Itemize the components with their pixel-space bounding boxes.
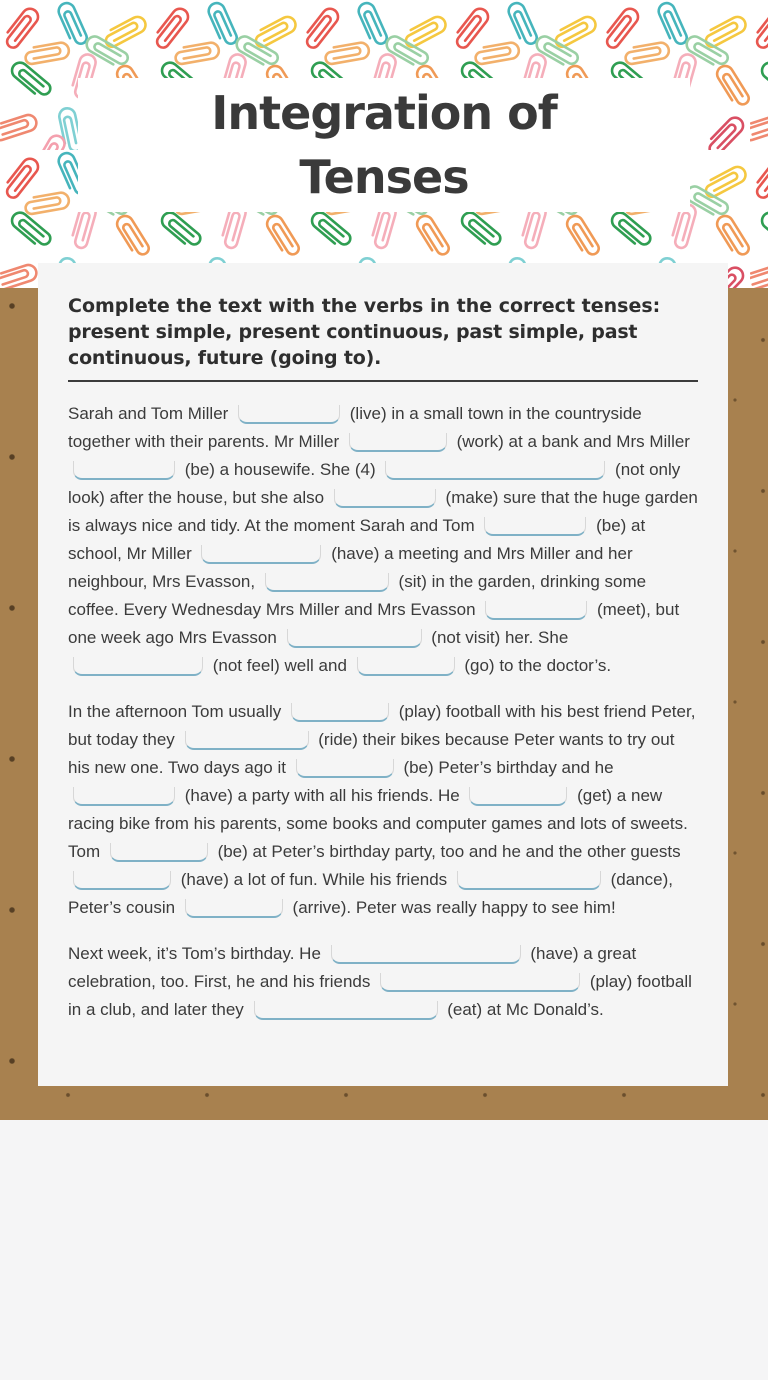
answer-blank[interactable] — [385, 461, 605, 480]
answer-blank[interactable] — [380, 973, 580, 992]
answer-blank[interactable] — [484, 517, 586, 536]
answer-blank[interactable] — [357, 657, 455, 676]
answer-blank[interactable] — [73, 787, 175, 806]
answer-blank[interactable] — [469, 787, 567, 806]
answer-blank[interactable] — [296, 759, 394, 778]
answer-blank[interactable] — [201, 545, 321, 564]
instructions-lead: Complete the text with the verbs in the correct tenses: — [68, 295, 661, 317]
answer-blank[interactable] — [457, 871, 601, 890]
worksheet-paragraph: In the afternoon Tom usually (play) football with his best friend Peter, but today they (ride) their bikes because Peter wants to try out his new one. Two days ago it (be) Peter’s birthday and he (have) a party with all his friends. He (get) a new racing bike from his parents, some books and computer games and lots of sweets. Tom (be) at Peter’s birthday party, too and he and the other guests (have) a lot of fun. While his friends (dance), Peter’s cousin (arrive). Peter was really happy to see him! — [68, 702, 696, 917]
divider-line — [68, 380, 698, 382]
answer-blank[interactable] — [331, 945, 521, 964]
answer-blank[interactable] — [73, 657, 203, 676]
header-banner — [0, 0, 768, 288]
answer-blank[interactable] — [254, 1001, 438, 1020]
title-box — [78, 78, 690, 212]
worksheet-paragraph: Next week, it’s Tom’s birthday. He (have) a great celebration, too. First, he and his friends (play) football in a club, and later they (eat) at Mc Donald’s. — [68, 944, 692, 1019]
answer-blank[interactable] — [110, 843, 208, 862]
answer-blank[interactable] — [334, 489, 436, 508]
worksheet-body — [68, 400, 698, 1024]
answer-blank[interactable] — [349, 433, 447, 452]
instructions-heading — [68, 293, 698, 371]
answer-blank[interactable] — [73, 461, 175, 480]
answer-blank[interactable] — [485, 601, 587, 620]
answer-blank[interactable] — [73, 871, 171, 890]
answer-blank[interactable] — [185, 899, 283, 918]
answer-blank[interactable] — [265, 573, 389, 592]
instructions-tense-list: present simple, present continuous, past simple, past continuous, future (going to). — [68, 321, 638, 369]
answer-blank[interactable] — [287, 629, 422, 648]
worksheet-paragraph: Sarah and Tom Miller (live) in a small town in the countryside together with their parents. Mr Miller (work) at a bank and Mrs Miller (be) a housewife. She (4) (not only look) after the house, but she also (make) sure that the huge garden is always nice and tidy. At the moment Sarah and Tom (be) at school, Mr Miller (have) a meeting and Mrs Miller and her neighbour, Mrs Evasson, (sit) in the garden, drinking some coffee. Every Wednesday Mrs Miller and Mrs Evasson (meet), but one week ago Mrs Evasson (not visit) her. She (not feel) well and (go) to the doctor’s. — [68, 404, 698, 675]
answer-blank[interactable] — [291, 703, 389, 722]
answer-blank[interactable] — [185, 731, 309, 750]
worksheet-card — [38, 263, 728, 1086]
answer-blank[interactable] — [238, 405, 340, 424]
page-title-line-2: Tenses — [299, 150, 469, 204]
page-title-line-1: Integration of — [211, 86, 557, 140]
